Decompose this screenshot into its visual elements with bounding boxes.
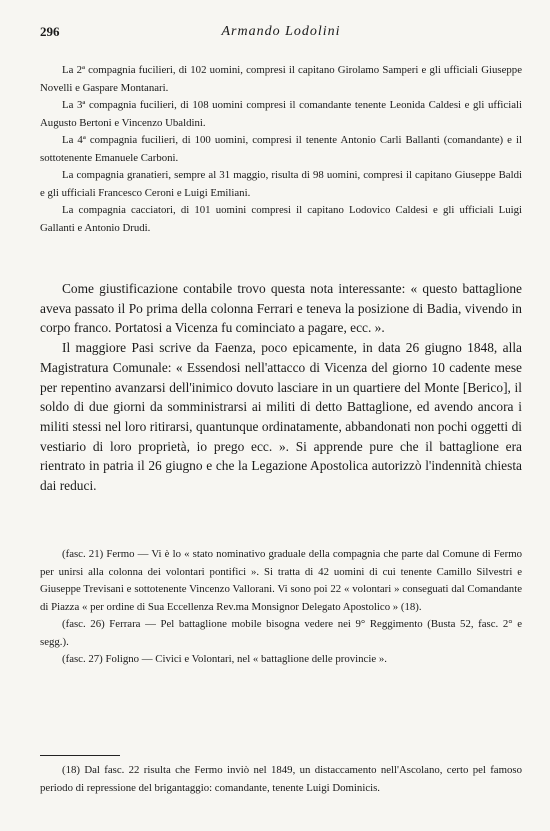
company-entry: La 4ª compagnia fucilieri, di 100 uomini, compresi il tenente Antonio Carli Ballanti (comandante) e il sottotenente Emanuele Carboni. (40, 134, 522, 164)
footnotes (40, 762, 522, 797)
footnote-rule (40, 755, 120, 756)
page-number: 296 (40, 24, 60, 39)
companies-list (40, 62, 522, 237)
archive-entry: (fasc. 21) Fermo — Vi è lo « stato nominativo graduale della compagnia che parte dal Comune di Fermo per unirsi alla colonna dei volontari pontifici ». Si tratta di 42 uomini di cui tenente Camillo Silvestri e Giuseppe Trevisani e sottotenente Vincenzo Vallorani. Vi sono poi 22 « volontari » conseguati dal Comandante di Piazza « per ordine di Sua Eccellenza Rev.ma Monsignor Delegato Apostolico » (18). (40, 548, 522, 613)
company-entry: La 3ª compagnia fucilieri, di 108 uomini compresi il comandante tenente Leonida Caldesi e gli ufficiali Augusto Bertoni e Vincenzo Ubaldini. (40, 99, 522, 129)
body-paragraph: Il maggiore Pasi scrive da Faenza, poco epicamente, in data 26 giugno 1848, alla Magistratura Comunale: « Essendosi nell'attacco di Vicenza del giorno 10 cadente mese per repentino avanzarsi dell'inimico dovuto lasciare in un quartiere del Monte [Berico], il soldo di due giorni da somministrarsi ai militi di detto Battaglione, ed avendo ancora i militi stessi nel loro ritirarsi, quantunque ordinatamente, abbandonati non pochi oggetti di vestiario di loro proprietà, io prego ecc. ». Si apprende pure che il battaglione era rientrato in patria il 26 giugno e che la Legazione Apostolica autorizzò l'indennità chiesta dai reduci. (40, 340, 522, 494)
main-text (40, 279, 522, 496)
company-entry: La compagnia cacciatori, di 101 uomini compresi il capitano Lodovico Caldesi e gli ufficiali Luigi Gallanti e Antonio Drudi. (40, 204, 522, 234)
page-header (40, 24, 522, 44)
footnote: (18) Dal fasc. 22 risulta che Fermo inviò nel 1849, un distaccamento nell'Ascolano, certo pel famoso periodo di repressione del brigantaggio: comandante, tenente Luigi Dominicis. (40, 764, 522, 794)
body-paragraph: Come giustificazione contabile trovo questa nota interessante: « questo battaglione aveva passato il Po prima della colonna Ferrari e teneva la posizione di Badia, vivendo in corpo franco. Portatosi a Vicenza fu cominciato a pagare, ecc. ». (40, 281, 522, 336)
running-head: Armando Lodolini (221, 24, 341, 39)
archive-entry: (fasc. 26) Ferrara — Pel battaglione mobile bisogna vedere nei 9° Reggimento (Busta 52, fasc. 2° e segg.). (40, 618, 522, 648)
company-entry: La 2ª compagnia fucilieri, di 102 uomini, compresi il capitano Girolamo Samperi e gli ufficiali Giuseppe Novelli e Gaspare Montanari. (40, 64, 522, 94)
company-entry: La compagnia granatieri, sempre al 31 maggio, risulta di 98 uomini, compresi il capitano Giuseppe Baldi e gli ufficiali Francesco Ceroni e Luigi Emiliani. (40, 169, 522, 199)
archive-entries (40, 546, 522, 669)
archive-entry: (fasc. 27) Foligno — Civici e Volontari, nel « battaglione delle provincie ». (62, 653, 387, 665)
